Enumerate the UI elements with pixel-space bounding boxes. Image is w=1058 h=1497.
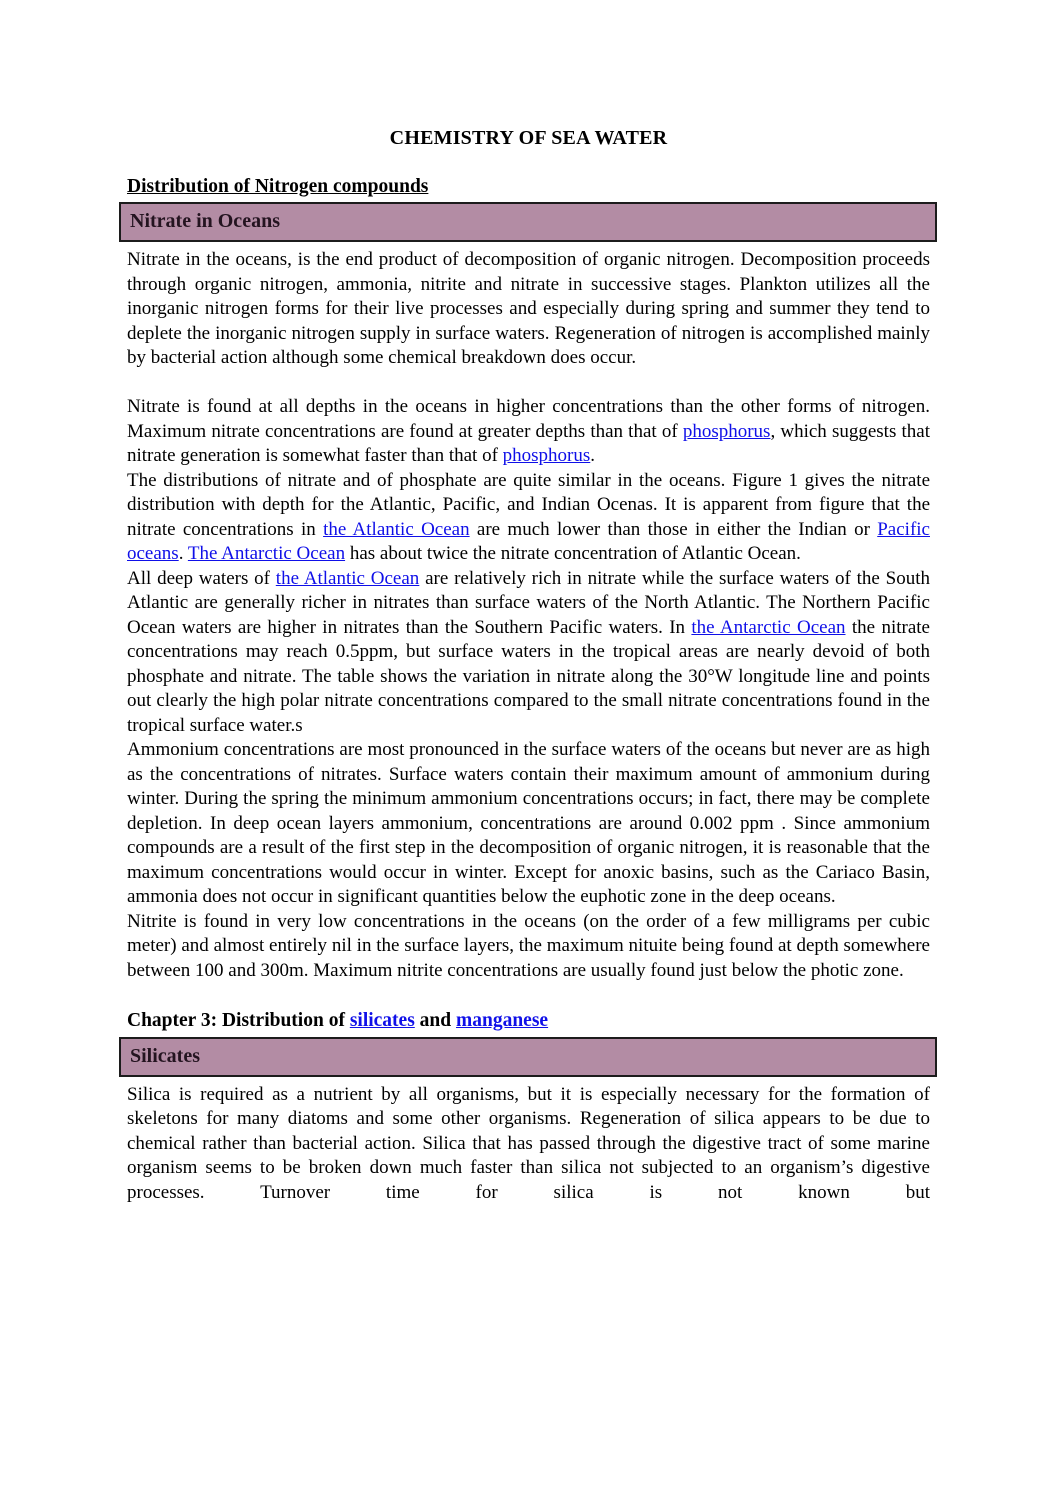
paragraph-nitrate-depths xyxy=(127,395,930,469)
paragraph-nitrate-phosphate-distribution xyxy=(127,469,930,567)
hyperlink-pacific-oceans[interactable]: Pacific oceans xyxy=(127,518,930,564)
banner-silicates-label: Silicates xyxy=(130,1044,200,1067)
text-run: the nitrate concentrations may reach 0.5ppm, but surface waters in the tropical areas are nearly devoid of both phosphate and nitrate. The table shows the variation in nitrate along the 30°W longitude line and points out clearly the high polar nitrate concentrations compared to the small nitrate concentrations found in the tropical surface water.s xyxy=(127,616,930,736)
text-run: Chapter 3: Distribution of xyxy=(127,1009,350,1031)
text-run: . xyxy=(178,543,188,564)
text-run: , which suggests that nitrate generation is somewhat faster than that of xyxy=(127,420,930,466)
text-run: are much lower than those in either the Indian or xyxy=(469,518,878,540)
text-run: has about twice the nitrate concentration of Atlantic Ocean. xyxy=(345,543,801,564)
hyperlink-atlantic-ocean[interactable]: the Atlantic Ocean xyxy=(275,567,420,589)
hyperlink-antarctic-ocean[interactable]: The Antarctic Ocean xyxy=(187,543,346,564)
text-run: All deep waters of xyxy=(127,567,276,589)
text-run: Ammonium concentrations are most pronounced in the surface waters of the oceans but never are as high as the concentrations of nitrates. Surface waters contain their maximum amount of ammonium during winter. During the spring the minimum ammonium concentrations occurs; in fact, there may be complete depletion. In deep ocean layers ammonium, concentrations are around 0.002 ppm . Since ammonium compounds are a result of the first step in the decomposition of organic nitrogen, it is reasonable that the maximum concentrations would occur in winter. Except for anoxic basins, such as the Cariaco Basin, ammonia does not occur in significant quantities below the euphotic zone in the deep oceans. xyxy=(127,739,930,907)
text-run: Nitrate in the oceans, is the end product of decomposition of organic nitrogen. Decomposition proceeds through organic nitrogen, ammonia, nitrite and nitrate in successive stages. Plankton utilizes all the inorganic nitrogen forms for their live processes and especially during spring and summer they tend to deplete the inorganic nitrogen supply in surface waters. Regeneration of nitrogen is accomplished mainly by bacterial action although some chemical breakdown does occur. xyxy=(127,249,930,368)
banner-silicates xyxy=(119,1037,937,1077)
text-run: Nitrate is found at all depths in the oceans in higher concentrations than the other forms of nitrogen. Maximum nitrate concentrations are found at greater depths than that of xyxy=(127,396,930,442)
blank-line xyxy=(127,371,930,396)
text-run: The distributions of nitrate and of phosphate are quite similar in the oceans. Figure 1 gives the nitrate distribution with depth for the Atlantic, Pacific, and Indian Ocenas. It is apparent from figure that the nitrate concentrations in xyxy=(127,469,930,540)
document-title: CHEMISTRY OF SEA WATER xyxy=(389,127,668,149)
text-run: Nitrite is found in very low concentrations in the oceans (on the order of a few milligrams per cubic meter) and almost entirely nil in the surface layers, the maximum nituite being found at depth somewhere between 100 and 300m. Maximum nitrite concentrations are usually found just below the photic zone. xyxy=(127,910,930,981)
banner-nitrate-label: Nitrate in Oceans xyxy=(130,210,280,232)
paragraph-nitrate-end-product xyxy=(127,248,930,371)
heading-chapter3-silicates-manganese xyxy=(127,1008,930,1033)
paragraph-ammonium-concentrations xyxy=(127,738,930,910)
hyperlink-silicates[interactable]: silicates xyxy=(349,1009,415,1031)
hyperlink-antarctic-ocean[interactable]: the Antarctic Ocean xyxy=(691,616,846,638)
blank-line xyxy=(127,983,930,1008)
hyperlink-phosphorus[interactable]: phosphorus xyxy=(682,420,771,442)
paragraph-nitrite-concentrations xyxy=(127,910,930,984)
text-run: . xyxy=(590,445,596,466)
text-run: are relatively rich in nitrate while the surface waters of the South Atlantic are generally richer in nitrates than surface waters of the North Atlantic. The Northern Pacific Ocean waters are higher in nitrates than the Southern Pacific waters. In xyxy=(127,567,931,638)
banner-nitrate-in-oceans xyxy=(119,202,937,242)
text-run: and xyxy=(414,1009,456,1031)
hyperlink-manganese[interactable]: manganese xyxy=(456,1009,549,1031)
heading-nitrogen-compounds: Distribution of Nitrogen compounds xyxy=(127,176,429,197)
hyperlink-phosphorus[interactable]: phosphorus xyxy=(502,445,591,466)
text-run: Silica is required as a nutrient by all organisms, but it is especially necessary for the formation of skeletons for many diatoms and some other organisms. Regeneration of silica appears to be due to chemical rather than bacterial action. Silica that has passed through the digestive tract of some marine organism seems to be broken down much faster than silica not subjected to an organism’s digestive processes. Turnover time for silica is not known but xyxy=(127,1083,930,1203)
paragraph-deep-waters-nitrate xyxy=(127,567,930,739)
hyperlink-atlantic-ocean[interactable]: the Atlantic Ocean xyxy=(323,518,470,540)
paragraph-silica-nutrient xyxy=(127,1083,930,1206)
